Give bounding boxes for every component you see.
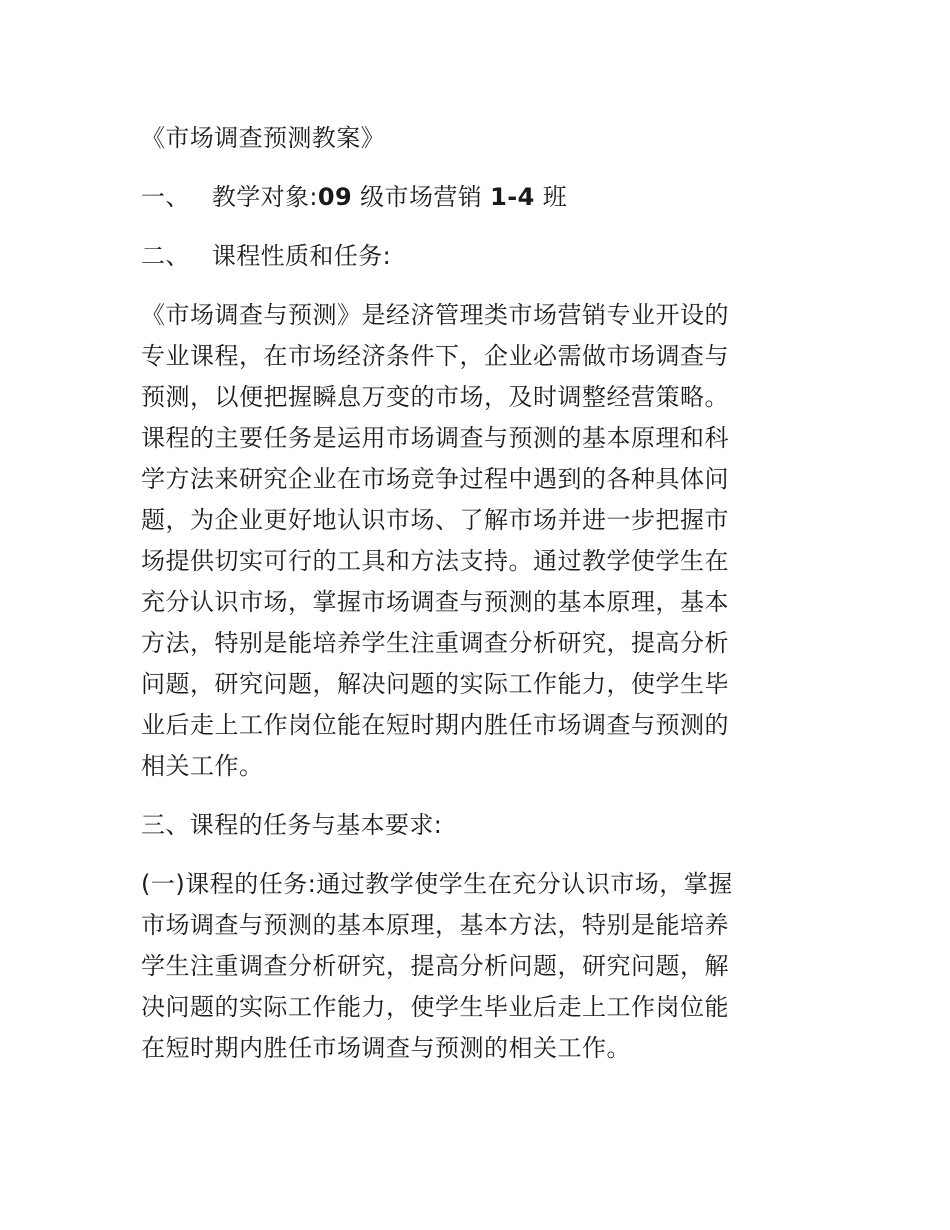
section-text-prefix: 教学对象:	[211, 183, 318, 211]
paragraph-line: 学方法来研究企业在市场竞争过程中遇到的各种具体问	[141, 465, 729, 493]
paragraph-line: 市场调查与预测的基本原理，基本方法，特别是能培养	[141, 911, 729, 939]
paragraph-line: 方法，特别是能培养学生注重调查分析研究，提高分析	[141, 629, 729, 657]
class-range: 1-4	[490, 183, 535, 211]
section-task-requirements: 三、课程的任务与基本要求:	[141, 811, 443, 839]
paragraph-line: 在短时期内胜任市场调查与预测的相关工作。	[141, 1034, 631, 1062]
section-heading-text: 课程性质和任务:	[211, 242, 392, 270]
paragraph-line: 预测，以便把握瞬息万变的市场，及时调整经营策略。	[141, 383, 729, 411]
paragraph-line: 课程的主要任务是运用市场调查与预测的基本原理和科	[141, 424, 729, 452]
document-page	[141, 118, 801, 1087]
section-text-mid: 级市场营销	[360, 183, 483, 211]
document-title: 《市场调查预测教案》	[141, 124, 385, 152]
paragraph-line: 题，为企业更好地认识市场、了解市场并进一步把握市	[141, 506, 729, 534]
grade-number: 09	[317, 183, 353, 211]
section-text-suffix: 班	[542, 183, 568, 211]
paragraph-line: 《市场调查与预测》是经济管理类市场营销专业开设的	[141, 301, 729, 329]
course-description-paragraph	[141, 295, 801, 787]
paragraph-line: 决问题的实际工作能力，使学生毕业后走上工作岗位能	[141, 993, 729, 1021]
paragraph-line: 学生注重调查分析研究，提高分析问题，研究问题，解	[141, 952, 729, 980]
paragraph-line: 问题，研究问题，解决问题的实际工作能力，使学生毕	[141, 670, 729, 698]
paragraph-line: 场提供切实可行的工具和方法支持。通过教学使学生在	[141, 547, 729, 575]
section-number: 二、	[141, 242, 190, 270]
section-number: 一、	[141, 183, 190, 211]
paragraph-line: 业后走上工作岗位能在短时期内胜任市场调查与预测的	[141, 711, 729, 739]
paragraph-line: 相关工作。	[141, 752, 264, 780]
section-teaching-target	[141, 177, 801, 218]
course-task-paragraph	[141, 864, 801, 1069]
paragraph-line: 专业课程，在市场经济条件下，企业必需做市场调查与	[141, 342, 729, 370]
section-course-nature	[141, 236, 801, 277]
paragraph-line: 充分认识市场，掌握市场调查与预测的基本原理，基本	[141, 588, 729, 616]
paragraph-line: (一)课程的任务:通过教学使学生在充分认识市场，掌握	[141, 870, 733, 898]
